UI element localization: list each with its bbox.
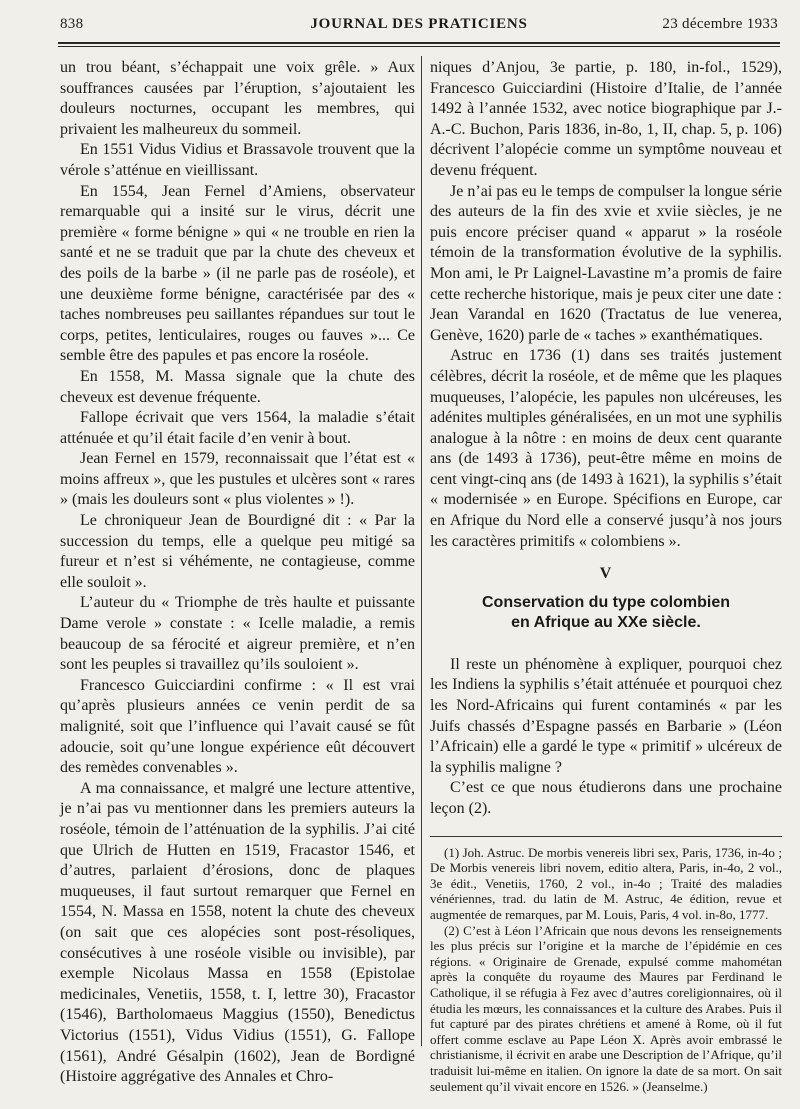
footnote: (2) C’est à Léon l’Africain que nous devons les renseignements les plus précis sur l’origine et la marche de l’épidémie en ces régions. « Originaire de Grenade, expulsé comme mahométan après la conquête du royaume des Maures par Ferdinand le Catholique, il se réfugia à Fez avec d’autres coreligionnaires, où il étudia les mœurs, les connaissances et la culture des Arabes. Puis il fut capturé par des pirates chrétiens et amené à Rome, où il fut offert comme esclave au Pape Léon X. Après avoir embrassé le christianisme, il écrivit en arabe une Description de l’Afrique, qu’il traduisit lui-même en italien. On ignore la date de sa mort. On sait seulement qu’il vivait encore en 1526. » (Jeanselme.)	[430, 922, 782, 1094]
footnotes	[430, 845, 782, 1095]
footnote-separator	[430, 836, 782, 837]
paragraph: A ma connaissance, et malgré une lecture attentive, je n’ai pas vu mentionner dans les premiers auteurs la roséole, témoin de l’atténuation de la syphilis. J’ai cité que Ulrich de Hutten en 1519, Fracastor 1546, et d’autres, parlaient d’érosions, donc de plaques muqueuses, il faut surtout remarquer que Fernel en 1554, N. Massa en 1558, notent la chute des cheveux (on sait que ces alopécies sont post-résoliques, consécutives à une roséole visible ou invisible), par exemple Nicolaus Massa en 1558 (Epistolae medicinales, Venetiis, 1558, t. I, lettre 30), Fracastor (1546), Bartholomaeus Maggius (1550), Benedictus Victorius (1551), Vidus Vidius (1551), G. Fallope (1561), André Gésalpin (1602), Jean de Bordigné (Histoire aggrégative des Annales et Chro-	[60, 779, 415, 1086]
right-column	[430, 58, 782, 1094]
journal-title: JOURNAL DES PRATICIENS	[310, 16, 528, 32]
paragraph: Je n’ai pas eu le temps de compulser la longue série des auteurs de la fin des xvie et xviie siècles, je ne puis encore préciser quand « apparut » la roséole témoin de la transformation évolutive de la syphilis. Mon ami, le Pr Laignel-Lavastine m’a promis de faire cette recherche historique, mais je peux citer une date : Jean Varandal en 1620 (Tractatus de lue venerea, Genève, 1620) parle de « taches » exanthématiques.	[430, 182, 782, 344]
paragraph: Il reste un phénomène à expliquer, pourquoi chez les Indiens la syphilis s’était atténuée et pourquoi chez les Nord-Africains qui furent contaminés « par les Juifs chassés d’Espagne passés en Barbarie » (Léon l’Africain) elle a gardé le type « primitif » ulcéreux de la syphilis maligne ?	[430, 655, 782, 776]
issue-date: 23 décembre 1933	[662, 16, 778, 32]
left-column	[60, 58, 415, 1088]
header-rule-thin	[58, 46, 780, 47]
paragraph: Le chroniqueur Jean de Bourdigné dit : « Par la succession du temps, elle a quelque peu mitigé sa fureur et n’est si véhémente, ne contagieuse, comme elle souloit ».	[60, 512, 415, 591]
paragraph: En 1558, M. Massa signale que la chute des cheveux est devenue fréquente.	[60, 367, 415, 406]
paragraph: L’auteur du « Triomphe de très haulte et puissante Dame verole » constate : « Icelle maladie, a remis beaucoup de sa férocité et aigreur première, et n’en sont les peuples si travaillez qu’ils souloient ».	[60, 594, 415, 674]
footnote: (1) Joh. Astruc. De morbis venereis libri sex, Paris, 1736, in-4o ; De Morbis venereis libri novem, editio altera, Paris, in-4o, 2 vol., 3e édit., Venetiis, 1760, 2 vol., in-4o ; Traité des maladies vénériennes, trad. du latin de M. Astruc, 4e édition, revue et augmentée de remarques, par M. Louis, Paris, 4 vol. in-8o, 1777.	[430, 844, 782, 922]
section-title	[430, 593, 782, 633]
section-number: V	[599, 565, 613, 583]
header-rule-thick	[58, 42, 780, 44]
section-title-line: en Afrique au XXe siècle.	[511, 613, 701, 631]
section-title-line: Conservation du type colombien	[481, 593, 731, 611]
column-divider	[421, 56, 422, 1046]
paragraph: Fallope écrivait que vers 1564, la maladie s’était atténuée et qu’il était facile d’en venir à bout.	[60, 409, 415, 447]
paragraph: un trou béant, s’échappait une voix grêle. » Aux souffrances causées par l’éruption, s’ajoutaient les douleurs nocturnes, occupant les membres, qui privaient les malheureux du sommeil.	[60, 59, 415, 138]
paragraph: niques d’Anjou, 3e partie, p. 180, in-fol., 1529), Francesco Guicciardini (Histoire d’Italie, de l’année 1492 à l’année 1532, avec notice biographique par J.-A.-C. Buchon, Paris 1836, in-8o, 1, II, chap. 5, p. 106) décrivent l’alopécie comme un symptôme nouveau et devenu fréquent.	[430, 59, 782, 179]
paragraph: En 1551 Vidus Vidius et Brassavole trouvent que la vérole s’atténue en vieillissant.	[60, 141, 415, 179]
paragraph: Francesco Guicciardini confirme : « Il est vrai qu’après plusieurs années ce venin perdit de sa malignité, soit que l’influence qui l’avait causé se fût adoucie, soit qu’une longue expérience eût découvert des remèdes convenables ».	[60, 676, 415, 777]
paragraph: C’est ce que nous étudierons dans une prochaine leçon (2).	[430, 779, 782, 817]
page-number: 838	[60, 16, 84, 32]
paragraph: En 1554, Jean Fernel d’Amiens, observateur remarquable qui a insité sur le virus, décrit une première « forme bénigne » qui « ne trouble en rien la santé et ne se traduit que par la chute des cheveux et des poils de la barbe » (il ne parle pas de roséole), et une deuxième forme bénigne, caractérisée par des « taches nombreuses peu saillantes répandues sur tout le corps, petites, lenticulaires, rouges ou fauves »... Ce semble être des papules et pas encore la roséole.	[60, 182, 415, 365]
paragraph: Astruc en 1736 (1) dans ses traités justement célèbres, décrit la roséole, et de même que les plaques muqueuses, l’alopécie, les papules non ulcéreuses, les adénites multiples généralisées, en un mot une syphilis analogue à la nôtre : en moins de deux cent quarante ans (de 1493 à 1736), peut-être même en moins de cent vingt-cinq ans (de 1493 à 1621), la syphilis s’était « modernisée » en Europe. Spécifions en Europe, car en Afrique du Nord elle a conservé jusqu’à nos jours les caractères primitifs « colombiens ».	[430, 347, 782, 550]
page-header	[60, 16, 778, 38]
paragraph: Jean Fernel en 1579, reconnaissait que l’état est « moins affreux », que les pustules et ulcères sont « rares » (mais les douleurs sont « plus violentes » !).	[60, 450, 415, 509]
